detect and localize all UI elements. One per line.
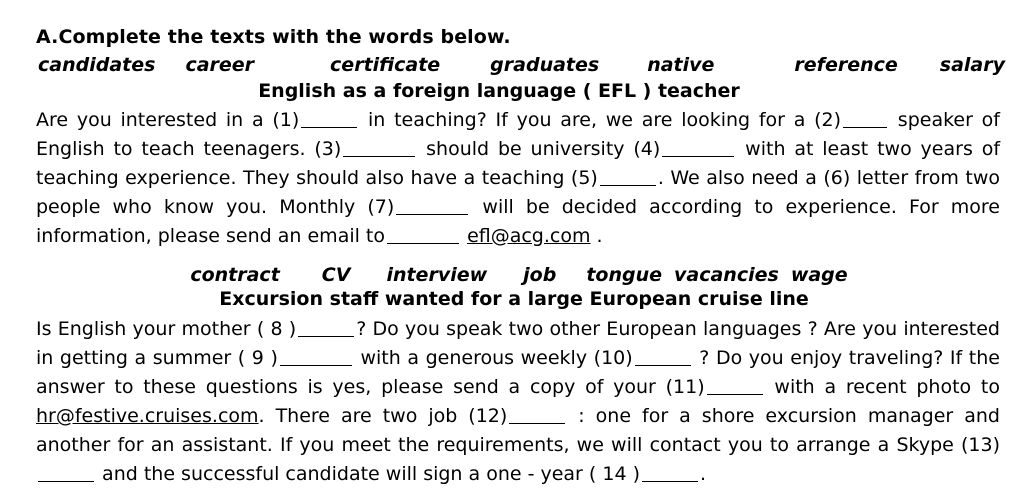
answer-blank-13[interactable] [38, 463, 94, 482]
text-segment: with a recent photo to [774, 376, 1000, 399]
paragraph-2 [36, 315, 1002, 488]
text-segment: with at least two years of teaching experience. They should also have a teaching (5) [36, 137, 1001, 189]
instruction-line: A.Complete the texts with the words below. [36, 26, 511, 48]
email-link-efl[interactable]: efl@acg.com [467, 224, 591, 247]
text-segment: with a generous weekly (10) [360, 347, 633, 370]
word-bank-2-item: CV [321, 264, 351, 287]
text-segment: . [700, 462, 707, 485]
text-segment: Are you interested in a (1) [36, 109, 300, 131]
word-bank-2 [36, 264, 1002, 286]
answer-blank-3[interactable] [343, 138, 415, 157]
word-bank-1-item: graduates [490, 54, 600, 76]
email-link-hr[interactable]: hr@festive.cruises.com [36, 405, 259, 427]
text-segment: Is English your mother ( 8 ) [36, 318, 297, 341]
word-bank-1-item: salary [939, 54, 1005, 76]
word-bank-1-item: career [185, 54, 255, 76]
text-segment: ? Do you speak two other European languages ? Are you interested in getting a summer ( 9 ) [36, 318, 1000, 370]
word-bank-2-item: vacancies [674, 264, 779, 287]
word-bank-1-item: certificate [330, 54, 441, 76]
section-title-2: Excursion staff wanted for a large European cruise line [219, 288, 809, 311]
answer-blank-9[interactable] [280, 347, 352, 366]
word-bank-2-item: tongue [586, 264, 663, 287]
word-bank-2-item: contract [190, 264, 280, 287]
text-segment: in teaching? If you are, we are looking for a (2) [368, 109, 842, 131]
text-segment: ? Do you enjoy traveling? If the answer to these questions is yes, please send a copy of your (11) [36, 347, 1000, 399]
answer-blank-2[interactable] [843, 109, 887, 128]
word-bank-1-item: native [647, 54, 715, 76]
answer-blank-1[interactable] [301, 109, 357, 128]
answer-blank-10[interactable] [635, 347, 691, 366]
word-bank-2-item: wage [790, 264, 848, 287]
answer-blank-8[interactable] [298, 318, 354, 337]
text-segment: . There are two job (12) [258, 405, 508, 427]
section-title-1: English as a foreign language ( EFL ) teacher [258, 80, 740, 102]
answer-blank-6[interactable] [396, 196, 468, 215]
answer-blank-11[interactable] [707, 376, 763, 395]
text-segment: will be decided according to experience. For more information, please send an email to [36, 195, 1000, 247]
answer-blank-5[interactable] [600, 167, 656, 186]
text-segment: and the successful candidate will sign a one - year ( 14 ) [102, 462, 640, 485]
answer-blank-4[interactable] [662, 138, 734, 157]
word-bank-2-item: job [523, 264, 557, 287]
answer-blank-7[interactable] [387, 224, 459, 243]
answer-blank-12[interactable] [509, 405, 565, 424]
word-bank-2-item: interview [386, 264, 488, 287]
text-segment: . [596, 224, 603, 247]
text-segment: : one for a shore excursion manager and another for an assistant. If you meet the requirements, we will contact you to arrange a Skype (13) [36, 405, 1000, 456]
paragraph-1 [36, 106, 1002, 250]
word-bank-1-item: candidates [38, 54, 156, 76]
word-bank-1-item: reference [794, 54, 898, 76]
text-segment: should be university (4) [426, 137, 661, 160]
text-segment: . We also need a (6) [657, 166, 851, 189]
answer-blank-14[interactable] [642, 463, 698, 482]
text-segment: letter from two people who know you. Monthly (7) [36, 166, 1000, 218]
word-bank-1 [36, 54, 1005, 76]
text-segment: speaker of English to teach teenagers. (3) [36, 109, 1000, 160]
